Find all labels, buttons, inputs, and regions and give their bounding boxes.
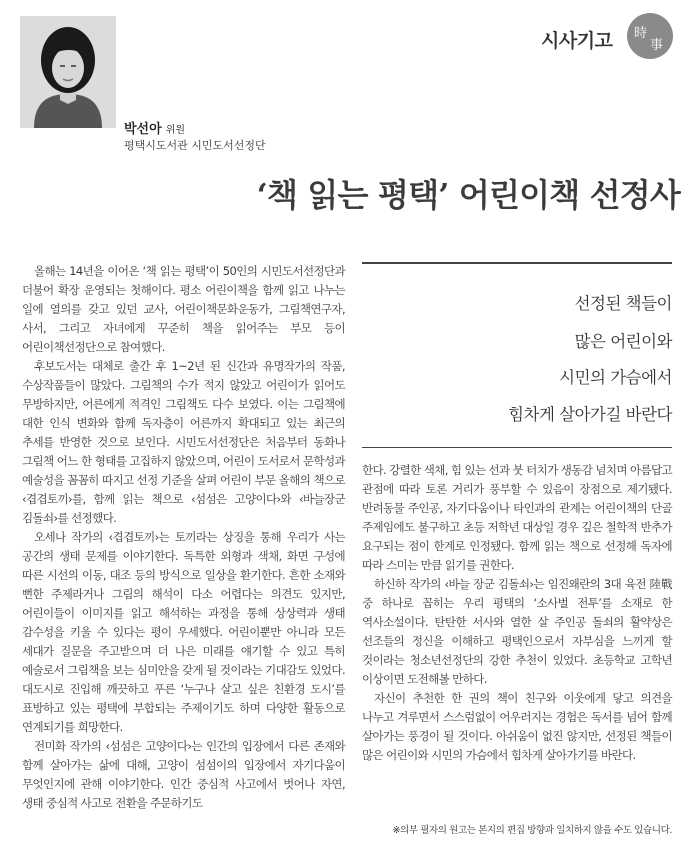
pull-quote-line: 힘차게 살아가길 바란다 (508, 405, 672, 424)
author-photo (20, 16, 116, 128)
body-paragraph: 올해는 14년을 이어온 ‘책 읽는 평택’이 50인의 시민도서선정단과 더불어 확장 운영되는 첫해이다. 평소 어린이책을 함께 읽고 나누는 일에 열의를 갖고 있던 교사, 어린이책문화운동가, 그림책연구자, 사서, 그리고 자녀에게 꾸준히 책을 읽어주는 부모 등이 어린이책선정단으로 참여했다. (22, 264, 345, 354)
body-left-column (22, 262, 345, 813)
body-right-column (362, 461, 672, 765)
body-paragraph: 후보도서는 대체로 출간 후 1~2년 된 신간과 유명작가의 작품, 수상작품들이 많았다. 그림책의 수가 적지 않았고 어린이가 읽어도 무방하지만, 어른에게 적격인 그림책도 다수 보였다. 이는 그림책에 대한 인식 변화와 함께 독자층이 어른까지 확대되고 있는 최근의 추세를 반영한 것으로 보인다. 시민도서선정단은 처음부터 동화나 그림책 어느 한 형태를 고집하지 않았으며, 어린이 도서로서 문학성과 예술성을 꼼꼼히 따지고 선정 기준을 살펴 어린이 부문 올해의 책으로 ‹겹겹토끼›를, 함께 읽는 책으로 ‹섬섬은 고양이다›와 ‹바늘장군 김돌쇠›를 선정했다. (22, 359, 345, 525)
body-paragraph: 오세나 작가의 ‹겹겹토끼›는 토끼라는 상징을 통해 우리가 사는 공간의 생태 문제를 이야기한다. 독특한 외형과 색채, 화면 구성에 따른 시선의 이동, 대조 등의 방식으로 일상을 환기한다. 흔한 소재와 뻔한 주제라거나 그림의 해석이 다소 어렵다는 의견도 있지만, 어린이들이 이미지를 읽고 해석하는 과정을 통해 상상력과 생태 감수성을 키울 수 있다는 평이 우세했다. 어린이뿐만 아니라 모든 세대가 질문을 주고받으며 더 나은 미래를 얘기할 수 있고 특히 예술로서 그림책을 보는 심미안을 갖게 될 것이라는 기대감도 있었다. 대도시로 진입해 깨끗하고 푸른 ‘누구나 살고 싶은 친환경 도시’를 표방하고 있는 평택에 부합되는 주제이기도 하며 다양한 활동으로 연계되기를 희망한다. (22, 530, 345, 734)
portrait-photo-icon (20, 16, 116, 128)
column-hanja-badge (627, 13, 673, 59)
author-name: 박선아 위원 (124, 122, 186, 137)
column-hanja-1: 時 (634, 26, 648, 41)
body-paragraph: 한다. 강렬한 색채, 힘 있는 선과 붓 터치가 생동감 넘치며 아름답고 관점에 따라 토론 거리가 풍부할 수 있음이 장점으로 제기됐다. 반려동물 주인공, 자기다움이나 타인과의 관계는 어린이책의 단골 주제임에도 불구하고 초등 저학년 대상일 경우 깊은 철학적 반추가 요구되는 점이 한계로 인정됐다. 함께 읽는 책으로 선정해 독자에 따라 스미는 만큼 읽기를 권한다. (362, 463, 672, 572)
pull-quote-line: 선정된 책들이 (574, 294, 672, 313)
column-hanja-2: 事 (650, 38, 664, 53)
headline: ‘책 읽는 평택’ 어린이책 선정사 (256, 176, 680, 214)
column-label: 시사기고 (541, 30, 613, 52)
pull-quote-line: 시민의 가슴에서 (559, 368, 672, 387)
footnote: ※의부 필자의 원고는 본지의 편집 방향과 일치하지 않을 수도 있습니다. (392, 825, 672, 836)
author-role: 위원 (165, 125, 186, 136)
body-paragraph: 전미화 작가의 ‹섬섬은 고양이다›는 인간의 입장에서 다른 존재와 함께 살아가는 삶에 대해, 고양이 섬섬이의 입장에서 자기다움이 무엇인지에 관해 이야기한다. 인간 중심적 사고에서 벗어나 자연, 생태 중심적 사고로 전환을 주문하기도 (22, 739, 345, 810)
body-paragraph: 자신이 추천한 한 권의 책이 친구와 이웃에게 닿고 의견을 나누고 겨루면서 스스럼없이 어우러지는 경험은 독서를 넘어 함께 살아가는 풍경이 될 것이다. 아쉬움이 없진 않지만, 선정된 책들이 많은 어린이와 시민의 가슴에서 힘차게 살아가기를 바란다. (362, 691, 672, 762)
pull-quote (362, 262, 672, 448)
pull-quote-line: 많은 어린이와 (574, 332, 672, 351)
author-affiliation: 평택시도서관 시민도서선정단 (124, 139, 266, 152)
body-paragraph: 하신하 작가의 ‹바늘 장군 김돌쇠›는 임진왜란의 3대 육전 陸戰 중 하나로 꼽히는 우리 평택의 ‘소사벌 전투’를 소재로 한 역사소설이다. 탄탄한 서사와 열한 살 주인공 돌쇠의 활약상은 선조들의 정신을 이해하고 평택인으로서 자부심을 느끼게 할 것이라는 청소년선정단의 강한 추천이 있었다. 초등학교 고학년 이상이면 도전해볼 만하다. (362, 577, 672, 686)
